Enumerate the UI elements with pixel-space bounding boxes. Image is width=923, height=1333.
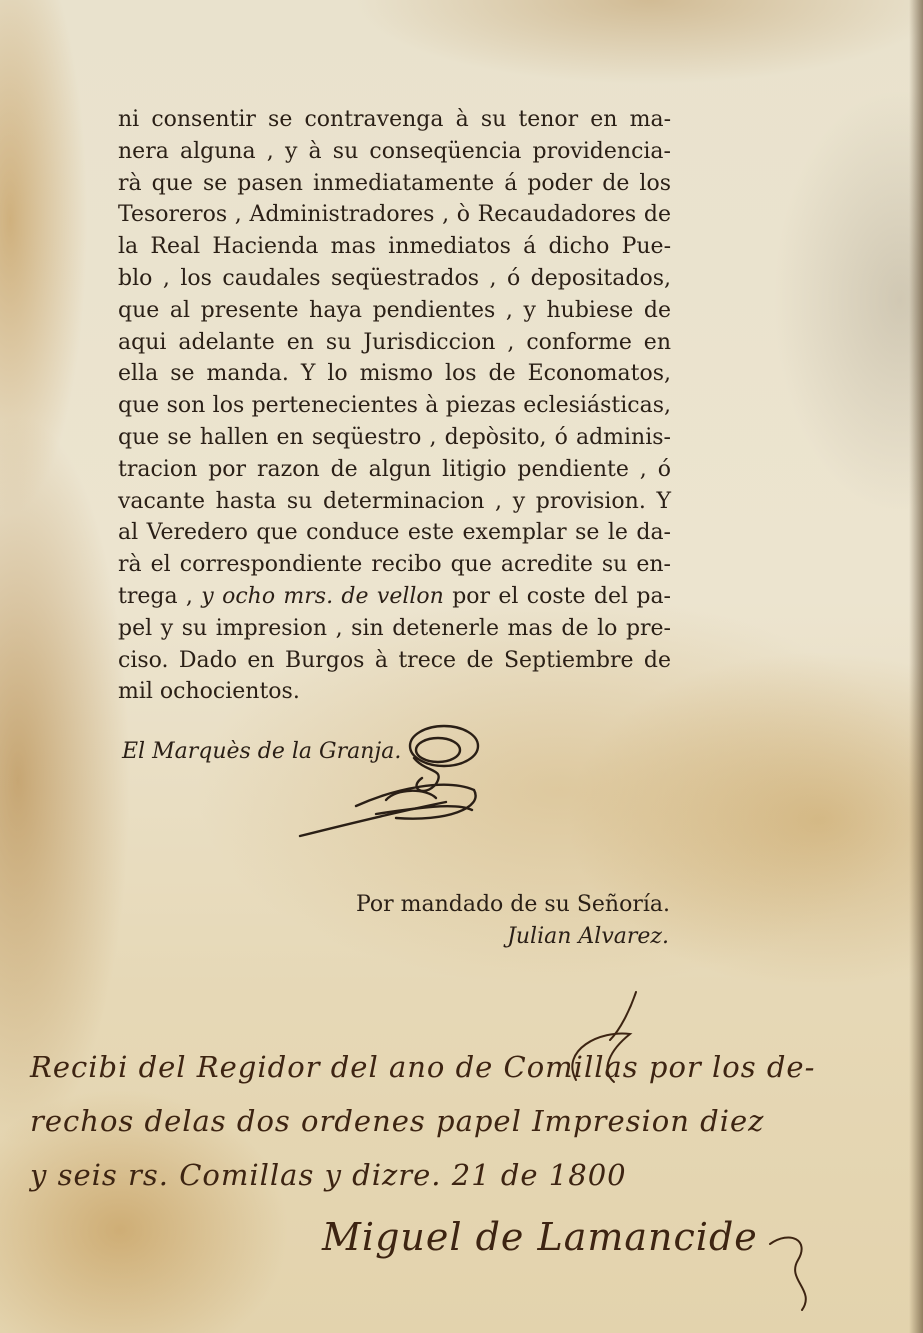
secretary-name: Julian Alvarez. [507, 924, 669, 949]
text-line: la Real Hacienda mas inmediatos á dicho Pue- [118, 234, 671, 260]
handwritten-line: y seis rs. Comillas y dizre. 21 de 1800 [30, 1158, 627, 1192]
handwritten-receipt [30, 1040, 910, 1202]
text-line: tracion por razon de algun litigio pendiente , ó [118, 456, 671, 482]
text-line: ni consentir se contravenga à su tenor en ma- [118, 107, 671, 132]
text-line: blo , los caudales seqüestrados , ó depositados, [118, 265, 671, 291]
printed-body-text [118, 104, 671, 708]
text-line: mil ochocientos. [118, 679, 300, 705]
text-line: ciso. Dado en Burgos à trece de Septiembre de [118, 647, 671, 673]
handwritten-line: rechos delas dos ordenes papel Impresion diez [30, 1104, 765, 1138]
handwritten-line: Recibi del Regidor del ano de Comillas por los de- [30, 1050, 816, 1084]
text-line: rà que se pasen inmediatamente á poder de los [118, 170, 671, 196]
by-order-line: Por mandado de su Señoría. [355, 892, 670, 917]
text-fragment: por el coste del pa- [452, 583, 671, 609]
text-line: rà el correspondiente recibo que acredite su en- [118, 552, 671, 578]
text-line: que son los pertenecientes à piezas eclesiásticas, [118, 393, 671, 419]
text-line: aqui adelante en su Jurisdiccion , conforme en [118, 329, 671, 355]
text-line: ella se manda. Y lo mismo los de Economatos, [118, 361, 671, 387]
handwritten-signature: Miguel de Lamancide [322, 1215, 758, 1259]
text-line: nera alguna , y à su conseqüencia providencia- [118, 138, 671, 164]
signer-name: El Marquès de la Granja. [122, 739, 402, 764]
text-line: que al presente haya pendientes , y hubiese de [118, 297, 671, 323]
text-line: que se hallen en seqüestro , depòsito, ó adminis- [118, 424, 671, 450]
rubric-signature-flourish [296, 718, 486, 843]
page-edge-shadow [909, 0, 923, 1333]
italic-fee: y ocho mrs. de vellon [201, 583, 444, 609]
text-fragment: trega , [118, 583, 193, 609]
text-line: Tesoreros , Administradores , ò Recaudadores de [118, 202, 671, 228]
text-line: vacante hasta su determinacion , y provision. Y [118, 488, 671, 514]
text-line-fee [118, 581, 671, 613]
text-line: al Veredero que conduce este exemplar se le da- [118, 520, 671, 546]
text-line: pel y su impresion , sin detenerle mas de lo pre- [118, 615, 671, 641]
